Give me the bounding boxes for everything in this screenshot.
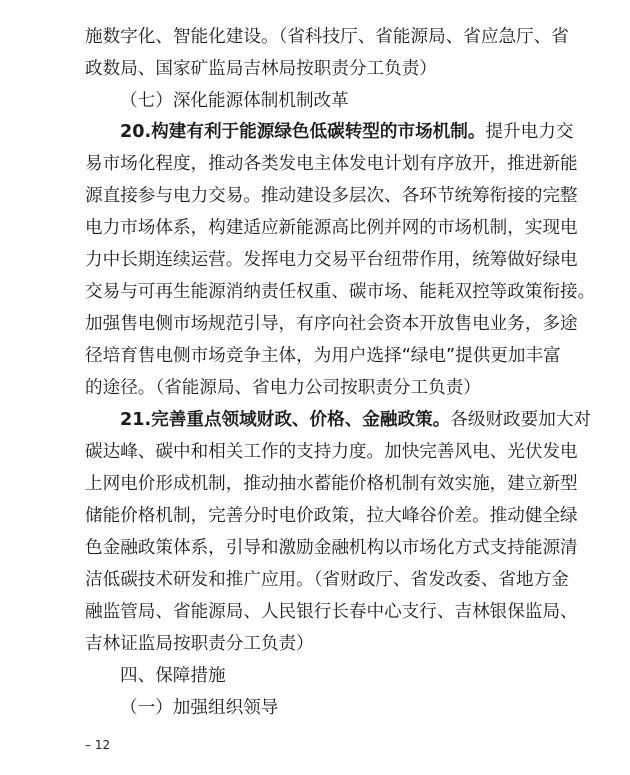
- item-20-title: 20.构建有利于能源绿色低碳转型的市场机制。: [120, 122, 486, 142]
- paragraph-line: 源直接参与电力交易。推动建设多层次、各环节统筹衔接的完整: [85, 186, 578, 206]
- paragraph-line: 洁低碳技术研发和推广应用。（省财政厅、省发改委、省地方金: [85, 570, 569, 590]
- paragraph-line: 的途径。（省能源局、省电力公司按职责分工负责）: [85, 378, 481, 398]
- section-heading: （七）深化能源体制机制改革: [120, 91, 349, 111]
- subsection-heading: （一）加强组织领导: [120, 698, 279, 718]
- item-21-title: 21.完善重点领域财政、价格、金融政策。: [120, 410, 451, 430]
- paragraph-line: 易市场化程度，推动各类发电主体发电计划有序放开，推进新能: [85, 154, 578, 174]
- paragraph-line: 融监管局、省能源局、人民银行长春中心支行、吉林银保监局、: [85, 602, 578, 622]
- paragraph-line: 径培育售电侧市场竞争主体，为用户选择“绿电”提供更加丰富: [85, 346, 561, 366]
- paragraph-line: 上网电价形成机制，推动抽水蓄能价格机制有效实施，建立新型: [85, 474, 578, 494]
- paragraph-line: 碳达峰、碳中和相关工作的支持力度。加快完善风电、光伏发电: [85, 442, 578, 462]
- paragraph-line: 储能价格机制，完善分时电价政策，拉大峰谷价差。推动健全绿: [85, 506, 578, 526]
- paragraph-line: 电力市场体系，构建适应新能源高比例并网的市场机制，实现电: [85, 218, 578, 238]
- paragraph-line: 力中长期连续运营。发挥电力交易平台纽带作用，统筹做好绿电: [85, 250, 578, 270]
- paragraph-line: 加强售电侧市场规范引导，有序向社会资本开放售电业务，多途: [85, 314, 578, 334]
- item-20-first-line: [120, 117, 574, 147]
- item-20-first-line-rest: 提升电力交: [485, 122, 574, 142]
- paragraph-line: 吉林证监局按职责分工负责）: [85, 634, 314, 654]
- item-21-first-line: [120, 405, 592, 435]
- item-21-first-line-rest: 各级财政要加大对: [450, 410, 592, 430]
- paragraph-line: 交易与可再生能源消纳责任权重、碳市场、能耗双控等政策衔接。: [85, 282, 596, 302]
- paragraph-line: 色金融政策体系，引导和激励金融机构以市场化方式支持能源清: [85, 538, 578, 558]
- page-number: – 12: [85, 738, 111, 752]
- paragraph-line: 施数字化、智能化建设。（省科技厅、省能源局、省应急厅、省: [85, 27, 569, 47]
- section-heading: 四、保障措施: [120, 666, 226, 686]
- paragraph-line: 政数局、国家矿监局吉林局按职责分工负责）: [85, 59, 437, 79]
